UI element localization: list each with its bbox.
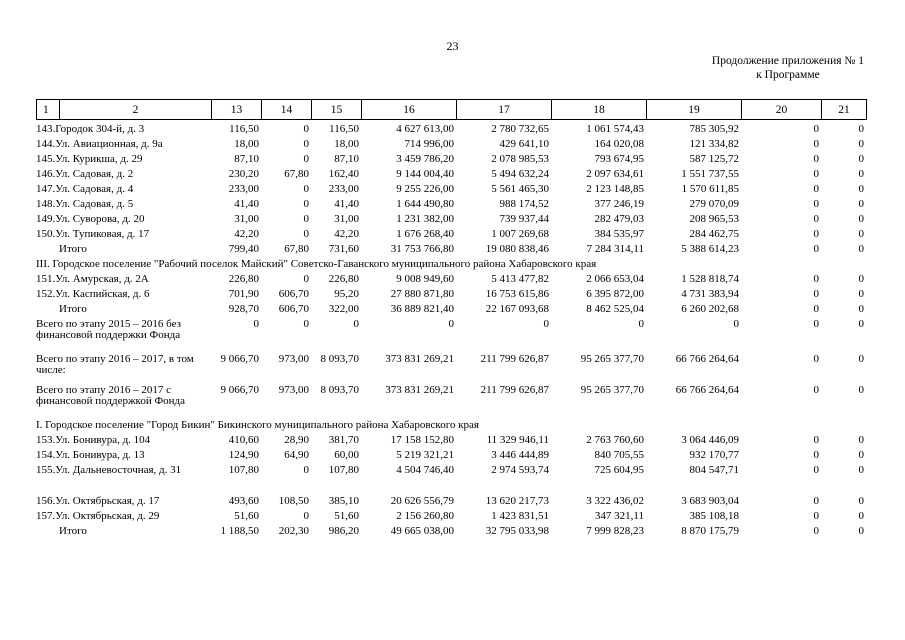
cell-c19: 385 108,18 <box>689 510 739 522</box>
cell-c17: 19 080 838,46 <box>485 243 549 255</box>
cell-c20: 0 <box>813 384 819 396</box>
cell-c15: 226,80 <box>328 273 359 285</box>
cell-c15: 60,00 <box>334 449 359 461</box>
header-row <box>37 100 867 120</box>
table-row <box>36 354 866 385</box>
cell-c18: 347 321,11 <box>594 510 644 522</box>
cell-c20: 0 <box>813 183 819 195</box>
cell-c13: 230,20 <box>228 168 259 180</box>
cell-c19: 3 064 446,09 <box>681 434 739 446</box>
cell-c21: 0 <box>858 303 864 315</box>
subtotal-row <box>36 244 866 259</box>
cell-c20: 0 <box>813 273 819 285</box>
cell-c18: 95 265 377,70 <box>580 353 644 365</box>
header-col-16: 16 <box>362 100 457 120</box>
table-row <box>36 154 866 169</box>
cell-c15: 87,10 <box>334 153 359 165</box>
appendix-continuation <box>712 54 864 82</box>
cell-c16: 4 627 613,00 <box>396 123 454 135</box>
cell-c21: 0 <box>858 198 864 210</box>
cell-c20: 0 <box>813 123 819 135</box>
header-col-15: 15 <box>312 100 362 120</box>
table-row <box>36 465 866 496</box>
cell-c19: 284 462,75 <box>689 228 739 240</box>
cell-c15: 731,60 <box>328 243 359 255</box>
cell-c21: 0 <box>858 318 864 330</box>
cell-c20: 0 <box>813 288 819 300</box>
cell-c19: 121 334,82 <box>689 138 739 150</box>
cell-c13: 107,80 <box>228 464 259 476</box>
header-col-14: 14 <box>262 100 312 120</box>
cell-c16: 373 831 269,21 <box>385 384 454 396</box>
cell-c16: 1 644 490,80 <box>396 198 454 210</box>
table-row <box>36 435 866 450</box>
cell-c17: 2 780 732,65 <box>491 123 549 135</box>
row-name: 147.Ул. Садовая, д. 4 <box>36 183 134 195</box>
cell-c19: 66 766 264,64 <box>675 384 739 396</box>
cell-c13: 799,40 <box>228 243 259 255</box>
cell-c20: 0 <box>813 318 819 330</box>
data-table-body <box>36 124 866 541</box>
cell-c17: 429 641,10 <box>499 138 549 150</box>
table-row <box>36 184 866 199</box>
cell-c16: 9 008 949,60 <box>396 273 454 285</box>
cell-c14: 0 <box>303 153 309 165</box>
cell-c13: 9 066,70 <box>220 353 259 365</box>
table-row <box>36 319 866 354</box>
section-heading-row <box>36 420 866 435</box>
cell-c17: 211 799 626,87 <box>480 353 549 365</box>
cell-c21: 0 <box>858 495 864 507</box>
subtotal-row <box>36 526 866 541</box>
cell-c17: 32 795 033,98 <box>485 525 549 537</box>
cell-c19: 279 070,09 <box>689 198 739 210</box>
cell-c17: 3 446 444,89 <box>491 449 549 461</box>
cell-c17: 1 423 831,51 <box>491 510 549 522</box>
cell-c16: 2 156 260,80 <box>396 510 454 522</box>
table-row <box>36 214 866 229</box>
cell-c20: 0 <box>813 168 819 180</box>
cell-c13: 9 066,70 <box>220 384 259 396</box>
column-number-header <box>36 99 867 120</box>
cell-c16: 9 144 004,40 <box>396 168 454 180</box>
cell-c18: 282 479,03 <box>594 213 644 225</box>
cell-c16: 373 831 269,21 <box>385 353 454 365</box>
cell-c18: 384 535,97 <box>594 228 644 240</box>
cell-c13: 233,00 <box>228 183 259 195</box>
cell-c18: 725 604,95 <box>594 464 644 476</box>
cell-c20: 0 <box>813 138 819 150</box>
cell-c18: 7 284 314,11 <box>586 243 644 255</box>
cell-c19: 208 965,53 <box>689 213 739 225</box>
table-row <box>36 199 866 214</box>
cell-c18: 2 763 760,60 <box>586 434 644 446</box>
cell-c17: 1 007 269,68 <box>491 228 549 240</box>
cell-c20: 0 <box>813 449 819 461</box>
row-name: 150.Ул. Тупиковая, д. 17 <box>36 228 150 240</box>
cell-c18: 95 265 377,70 <box>580 384 644 396</box>
cell-c18: 793 674,95 <box>594 153 644 165</box>
cell-c17: 13 620 217,73 <box>485 495 549 507</box>
cell-c13: 31,00 <box>234 213 259 225</box>
cell-c18: 8 462 525,04 <box>586 303 644 315</box>
cell-c17: 5 494 632,24 <box>491 168 549 180</box>
cell-c15: 8 093,70 <box>320 384 359 396</box>
cell-c14: 973,00 <box>278 384 309 396</box>
cell-c21: 0 <box>858 243 864 255</box>
row-name: 155.Ул. Дальневосточная, д. 31 <box>36 464 182 476</box>
page-number: 23 <box>446 39 459 53</box>
row-name: 153.Ул. Бонивура, д. 104 <box>36 434 151 446</box>
cell-c21: 0 <box>858 525 864 537</box>
row-name: 149.Ул. Суворова, д. 20 <box>36 213 145 225</box>
cell-c19: 4 731 383,94 <box>681 288 739 300</box>
cell-c14: 28,90 <box>284 434 309 446</box>
cell-c20: 0 <box>813 353 819 365</box>
cell-c17: 2 974 593,74 <box>491 464 549 476</box>
cell-c17: 5 413 477,82 <box>491 273 549 285</box>
cell-c17: 11 329 946,11 <box>486 434 549 446</box>
cell-c18: 3 322 436,02 <box>586 495 644 507</box>
cell-c21: 0 <box>858 434 864 446</box>
cell-c21: 0 <box>858 449 864 461</box>
cell-c14: 0 <box>303 273 309 285</box>
row-name: 156.Ул. Октябрьская, д. 17 <box>36 495 160 507</box>
table-row <box>36 496 866 511</box>
cell-c21: 0 <box>858 183 864 195</box>
row-name: Итого <box>59 303 87 315</box>
header-col-17: 17 <box>457 100 552 120</box>
cell-c21: 0 <box>858 168 864 180</box>
cell-c16: 17 158 152,80 <box>390 434 454 446</box>
cell-c20: 0 <box>813 153 819 165</box>
cell-c15: 162,40 <box>328 168 359 180</box>
cell-c15: 385,10 <box>328 495 359 507</box>
cell-c21: 0 <box>858 353 864 365</box>
cell-c20: 0 <box>813 213 819 225</box>
continuation-line-2: к Программе <box>756 69 820 81</box>
cell-c21: 0 <box>858 213 864 225</box>
cell-c14: 0 <box>303 510 309 522</box>
row-name: 144.Ул. Авиационная, д. 9а <box>36 138 163 150</box>
cell-c13: 42,20 <box>234 228 259 240</box>
cell-c20: 0 <box>813 303 819 315</box>
table-row <box>36 274 866 289</box>
cell-c13: 18,00 <box>234 138 259 150</box>
section-heading: III. Городское поселение "Рабочий поселок Майский" Советско-Гаванского муниципального района Хабаровского края <box>36 258 597 270</box>
cell-c14: 0 <box>303 183 309 195</box>
cell-c17: 0 <box>543 318 549 330</box>
cell-c14: 67,80 <box>284 168 309 180</box>
table-row <box>36 229 866 244</box>
cell-c14: 973,00 <box>278 353 309 365</box>
cell-c13: 701,90 <box>228 288 259 300</box>
cell-c19: 0 <box>733 318 739 330</box>
cell-c16: 5 219 321,21 <box>396 449 454 461</box>
cell-c19: 8 870 175,79 <box>681 525 739 537</box>
cell-c19: 6 260 202,68 <box>681 303 739 315</box>
cell-c18: 2 097 634,61 <box>586 168 644 180</box>
cell-c14: 606,70 <box>278 303 309 315</box>
row-name: Итого <box>59 243 87 255</box>
cell-c16: 49 665 038,00 <box>390 525 454 537</box>
cell-c17: 16 753 615,86 <box>485 288 549 300</box>
cell-c14: 0 <box>303 123 309 135</box>
cell-c13: 51,60 <box>234 510 259 522</box>
cell-c20: 0 <box>813 510 819 522</box>
cell-c19: 932 170,77 <box>689 449 739 461</box>
cell-c19: 1 551 737,55 <box>681 168 739 180</box>
cell-c13: 928,70 <box>228 303 259 315</box>
cell-c16: 4 504 746,40 <box>396 464 454 476</box>
header-col-18: 18 <box>552 100 647 120</box>
row-name: Всего по этапу 2016 – 2017 с финансовой поддержкой Фонда <box>36 384 186 407</box>
row-name: 148.Ул. Садовая, д. 5 <box>36 198 134 210</box>
section-heading-row <box>36 259 866 274</box>
continuation-line-1: Продолжение приложения № 1 <box>711 55 864 67</box>
subtotal-row <box>36 304 866 319</box>
header-col-2: 2 <box>60 100 212 120</box>
row-name: 152.Ул. Каспийская, д. 6 <box>36 288 150 300</box>
cell-c15: 0 <box>353 318 359 330</box>
cell-c18: 377 246,19 <box>594 198 644 210</box>
cell-c19: 587 125,72 <box>689 153 739 165</box>
table-row <box>36 139 866 154</box>
table-row <box>36 169 866 184</box>
cell-c18: 2 123 148,85 <box>586 183 644 195</box>
cell-c21: 0 <box>858 153 864 165</box>
cell-c15: 8 093,70 <box>320 353 359 365</box>
cell-c21: 0 <box>858 510 864 522</box>
cell-c16: 3 459 786,20 <box>396 153 454 165</box>
cell-c16: 27 880 871,80 <box>390 288 454 300</box>
cell-c20: 0 <box>813 198 819 210</box>
cell-c16: 1 231 382,00 <box>396 213 454 225</box>
header-col-20: 20 <box>742 100 822 120</box>
cell-c20: 0 <box>813 434 819 446</box>
cell-c19: 1 528 818,74 <box>681 273 739 285</box>
cell-c17: 988 174,52 <box>499 198 549 210</box>
cell-c14: 0 <box>303 464 309 476</box>
row-name: Всего по этапу 2015 – 2016 без финансовой поддержки Фонда <box>36 318 181 341</box>
cell-c15: 18,00 <box>334 138 359 150</box>
cell-c19: 66 766 264,64 <box>675 353 739 365</box>
cell-c21: 0 <box>858 384 864 396</box>
cell-c15: 986,20 <box>328 525 359 537</box>
cell-c13: 226,80 <box>228 273 259 285</box>
cell-c19: 3 683 903,04 <box>681 495 739 507</box>
cell-c15: 41,40 <box>334 198 359 210</box>
row-name: 157.Ул. Октябрьская, д. 29 <box>36 510 160 522</box>
cell-c17: 211 799 626,87 <box>480 384 549 396</box>
header-col-19: 19 <box>647 100 742 120</box>
row-name: 154.Ул. Бонивура, д. 13 <box>36 449 145 461</box>
row-name: 146.Ул. Садовая, д. 2 <box>36 168 134 180</box>
header-col-1: 1 <box>37 100 60 120</box>
cell-c14: 0 <box>303 138 309 150</box>
cell-c18: 2 066 653,04 <box>586 273 644 285</box>
cell-c19: 804 547,71 <box>689 464 739 476</box>
cell-c21: 0 <box>858 228 864 240</box>
cell-c17: 5 561 465,30 <box>491 183 549 195</box>
row-name: 143.Городок 304-й, д. 3 <box>36 123 145 135</box>
cell-c16: 20 626 556,79 <box>390 495 454 507</box>
cell-c15: 51,60 <box>334 510 359 522</box>
cell-c14: 606,70 <box>278 288 309 300</box>
cell-c13: 493,60 <box>228 495 259 507</box>
cell-c18: 164 020,08 <box>594 138 644 150</box>
cell-c18: 1 061 574,43 <box>586 123 644 135</box>
cell-c21: 0 <box>858 123 864 135</box>
cell-c14: 0 <box>303 213 309 225</box>
cell-c13: 1 188,50 <box>220 525 259 537</box>
cell-c20: 0 <box>813 464 819 476</box>
cell-c19: 5 388 614,23 <box>681 243 739 255</box>
cell-c14: 0 <box>303 318 309 330</box>
cell-c17: 22 167 093,68 <box>485 303 549 315</box>
cell-c14: 202,30 <box>278 525 309 537</box>
section-heading: I. Городское поселение "Город Бикин" Бикинского муниципального района Хабаровского края <box>36 419 479 431</box>
cell-c13: 124,90 <box>228 449 259 461</box>
table-row <box>36 289 866 304</box>
cell-c13: 0 <box>253 318 259 330</box>
data-table <box>36 124 866 541</box>
cell-c14: 67,80 <box>284 243 309 255</box>
row-name: 151.Ул. Амурская, д. 2А <box>36 273 149 285</box>
table-row <box>36 385 866 420</box>
cell-c15: 107,80 <box>328 464 359 476</box>
cell-c16: 36 889 821,40 <box>390 303 454 315</box>
cell-c13: 41,40 <box>234 198 259 210</box>
cell-c18: 0 <box>638 318 644 330</box>
cell-c17: 2 078 985,53 <box>491 153 549 165</box>
cell-c19: 1 570 611,85 <box>681 183 739 195</box>
cell-c20: 0 <box>813 243 819 255</box>
table-row <box>36 511 866 526</box>
cell-c16: 31 753 766,80 <box>390 243 454 255</box>
cell-c15: 322,00 <box>328 303 359 315</box>
cell-c16: 9 255 226,00 <box>396 183 454 195</box>
cell-c15: 381,70 <box>328 434 359 446</box>
cell-c16: 0 <box>448 318 454 330</box>
table-row <box>36 450 866 465</box>
header-col-13: 13 <box>212 100 262 120</box>
cell-c20: 0 <box>813 495 819 507</box>
cell-c19: 785 305,92 <box>689 123 739 135</box>
cell-c14: 0 <box>303 198 309 210</box>
cell-c13: 410,60 <box>228 434 259 446</box>
row-name: 145.Ул. Курикша, д. 29 <box>36 153 143 165</box>
cell-c15: 233,00 <box>328 183 359 195</box>
row-name: Итого <box>59 525 87 537</box>
cell-c14: 64,90 <box>284 449 309 461</box>
cell-c21: 0 <box>858 138 864 150</box>
cell-c18: 6 395 872,00 <box>586 288 644 300</box>
cell-c20: 0 <box>813 525 819 537</box>
cell-c15: 116,50 <box>329 123 359 135</box>
header-col-21: 21 <box>822 100 867 120</box>
cell-c14: 0 <box>303 228 309 240</box>
table-row <box>36 124 866 139</box>
cell-c17: 739 937,44 <box>499 213 549 225</box>
cell-c21: 0 <box>858 464 864 476</box>
cell-c16: 1 676 268,40 <box>396 228 454 240</box>
cell-c14: 108,50 <box>278 495 309 507</box>
cell-c15: 31,00 <box>334 213 359 225</box>
cell-c21: 0 <box>858 273 864 285</box>
cell-c13: 87,10 <box>234 153 259 165</box>
cell-c20: 0 <box>813 228 819 240</box>
cell-c15: 95,20 <box>334 288 359 300</box>
cell-c18: 840 705,55 <box>594 449 644 461</box>
cell-c16: 714 996,00 <box>404 138 454 150</box>
cell-c13: 116,50 <box>229 123 259 135</box>
cell-c18: 7 999 828,23 <box>586 525 644 537</box>
row-name: Всего по этапу 2016 – 2017, в том числе: <box>36 353 194 376</box>
cell-c15: 42,20 <box>334 228 359 240</box>
cell-c21: 0 <box>858 288 864 300</box>
